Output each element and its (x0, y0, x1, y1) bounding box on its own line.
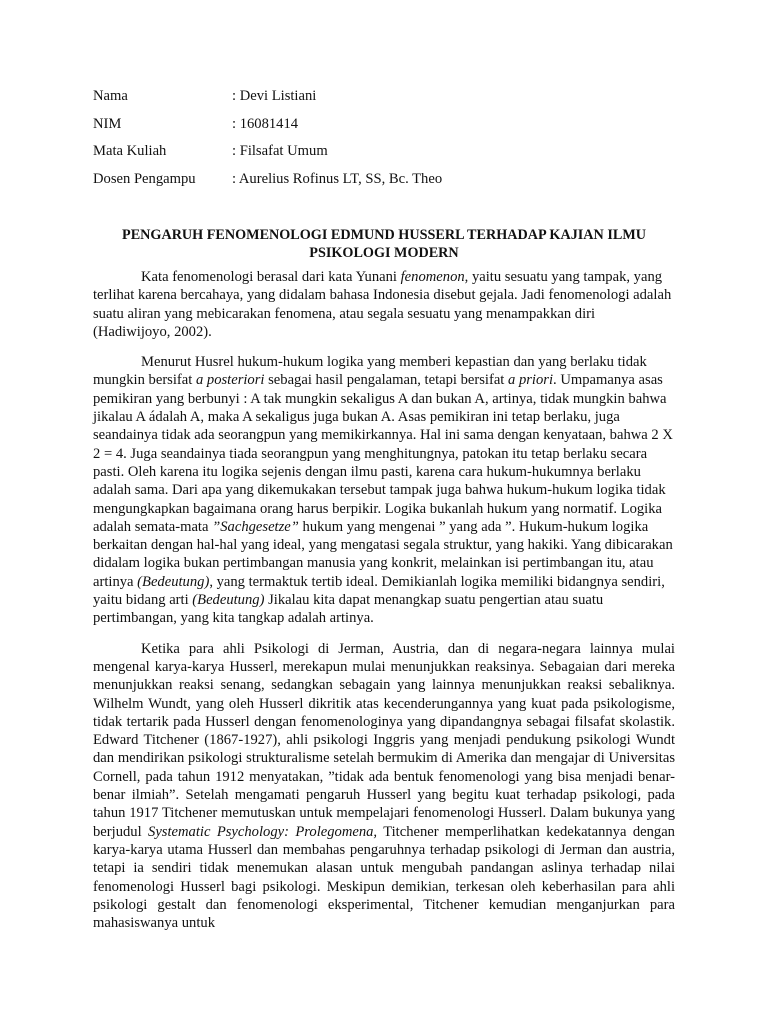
paragraph-3 (93, 640, 675, 933)
info-row-dosen-pengampu (93, 169, 442, 197)
info-label: Nama (93, 88, 128, 104)
student-info (93, 86, 442, 196)
info-value: : Devi Listiani (232, 88, 317, 104)
italic-term: (Bedeutung) (137, 573, 210, 590)
text-run: Menurut Husrel hukum-hukum logika yang memberi kepastian dan yang berlaku tidak mungkin bersifat (93, 354, 647, 389)
text-run: sebagai hasil pengalaman, tetapi bersifat (264, 372, 509, 389)
info-row-nama (93, 86, 442, 114)
text-run: Ketika para ahli Psikologi di Jerman, Austria, dan di negara-negara lainnya mulai mengenal karya-karya Husserl, merekapun mulai menunjukkan reaksinya. Sebagaian dari mereka menunjukkan reaksi senang, sedangkan sebagain yang lainnya menunjukkan reaksi sebaliknya. Wilhelm Wundt, yang oleh Husserl dikritik atas kecenderungannya yang kuat pada psikologisme, tidak tertarik pada Husserl dengan fenomenologinya yang dipandangnya sebagai filsafat skolastik. Edward Titchener (1867-1927), ahli psikologi Inggris yang menjadi pendukung psikologi Wundt dan mendirikan psikologi strukturalisme setelah bermukim di Amerika dan mengajar di Universitas Cornell, pada tahun 1912 menyatakan, ”tidak ada bentuk fenomenologi yang bisa menjadi benar-benar ilmiah”. Setelah mengamati pengaruh Husserl yang begitu kuat terhadap psikologi, pada tahun 1917 Titchener memutuskan untuk mempelajari fenomenologi Husserl. Dalam bukunya yang berjudul (93, 640, 675, 840)
document-title: PENGARUH FENOMENOLOGI EDMUND HUSSERL TERHADAP KAJIAN ILMU PSIKOLOGI MODERN (122, 227, 646, 261)
info-row-nim (93, 114, 442, 142)
italic-term: a priori (508, 372, 554, 389)
text-run: Titchener memperlihatkan kedekatannya dengan karya-karya utama Husserl dan membahas pengaruhnya terhadap psikologi di Jerman dan austria, tetapi ia sendiri tidak menemukan alasan untuk mengubah pandangan aslinya terhadap nilai fenomenologi Husserl bagi psikologi. Meskipun demikian, terkesan oleh keberhasilan para ahli psikologi gestalt dan fenomenologi eksperimental, Titchener kemudian menganjurkan para mahasiswanya untuk (93, 823, 675, 932)
text-run: . Umpamanya asas pemikiran yang berbunyi : A tak mungkin sekaligus A dan bukan A, artinya, tidak mungkin bahwa jikalau A ádalah A, maka A sekaligus juga bukan A. Asas pemikiran ini tetap berlaku, juga seandainya tidak ada seorangpun yang memikirkannya. Hal ini sama dengan kenyataan, bahwa 2 X 2 = 4. Juga seandainya tiada seorangpun yang menghitungnya, patokan itu tetap berlaku secara pasti. Oleh karena itu logika sejenis dengan ilmu pasti, karena cara hukum-hukumnya berlaku adalah sama. Dari apa yang dikemukakan tersebut tampak juga bahwa hukum-hukum logika tidak mengungkapkan bagaimana orang harus berpikir. Logika bukanlah hukum yang normatif. Logika adalah semata-mata (93, 372, 673, 535)
info-row-mata-kuliah (93, 141, 442, 169)
info-value: : Aurelius Rofinus LT, SS, Bc. Theo (232, 170, 443, 187)
info-label: NIM (93, 115, 122, 132)
italic-term: (Bedeutung) (192, 592, 265, 609)
italic-term: ”Sachgesetze” (212, 518, 299, 535)
paragraph-2 (93, 353, 675, 627)
text-run: Kata fenomenologi berasal dari kata Yunani (141, 269, 401, 285)
italic-term: Systematic Psychology: Prolegomena, (148, 823, 378, 840)
paragraph-1 (93, 268, 675, 341)
info-value: : Filsafat Umum (232, 143, 328, 159)
info-value: : 16081414 (232, 115, 299, 132)
info-label: Dosen Pengampu (93, 170, 196, 187)
text-run: hukum yang mengenai ” yang ada ”. Hukum-hukum logika berkaitan dengan hal-hal yang ideal, yang mengatasi segala struktur, yang hakiki. Yang dibicarakan didalam logika bukan pertimbangan manusia yang konkrit, melainkan isi pertimbangan itu, atau artinya (93, 518, 673, 590)
text-run: , yaitu sesuatu yang tampak, yang terlihat karena bercahaya, yang didalam bahasa Indonesia disebut gejala. Jadi fenomenologi adalah suatu aliran yang mebicarakan fenomena, atau segala sesuatu yang menampakkan diri (Hadiwijoyo, 2002). (93, 269, 672, 340)
italic-term: a posteriori (195, 372, 265, 389)
info-label: Mata Kuliah (93, 143, 167, 159)
text-run: , yang termaktuk tertib ideal. Demikianlah logika memiliki bidangnya sendiri, yaitu bidang arti (93, 573, 665, 609)
document-body (93, 268, 675, 944)
text-run: Jikalau kita dapat menangkap suatu pengertian atau suatu pertimbangan, yang kita tangkap adalah artinya. (93, 592, 604, 627)
italic-term: fenomenon (400, 269, 465, 285)
